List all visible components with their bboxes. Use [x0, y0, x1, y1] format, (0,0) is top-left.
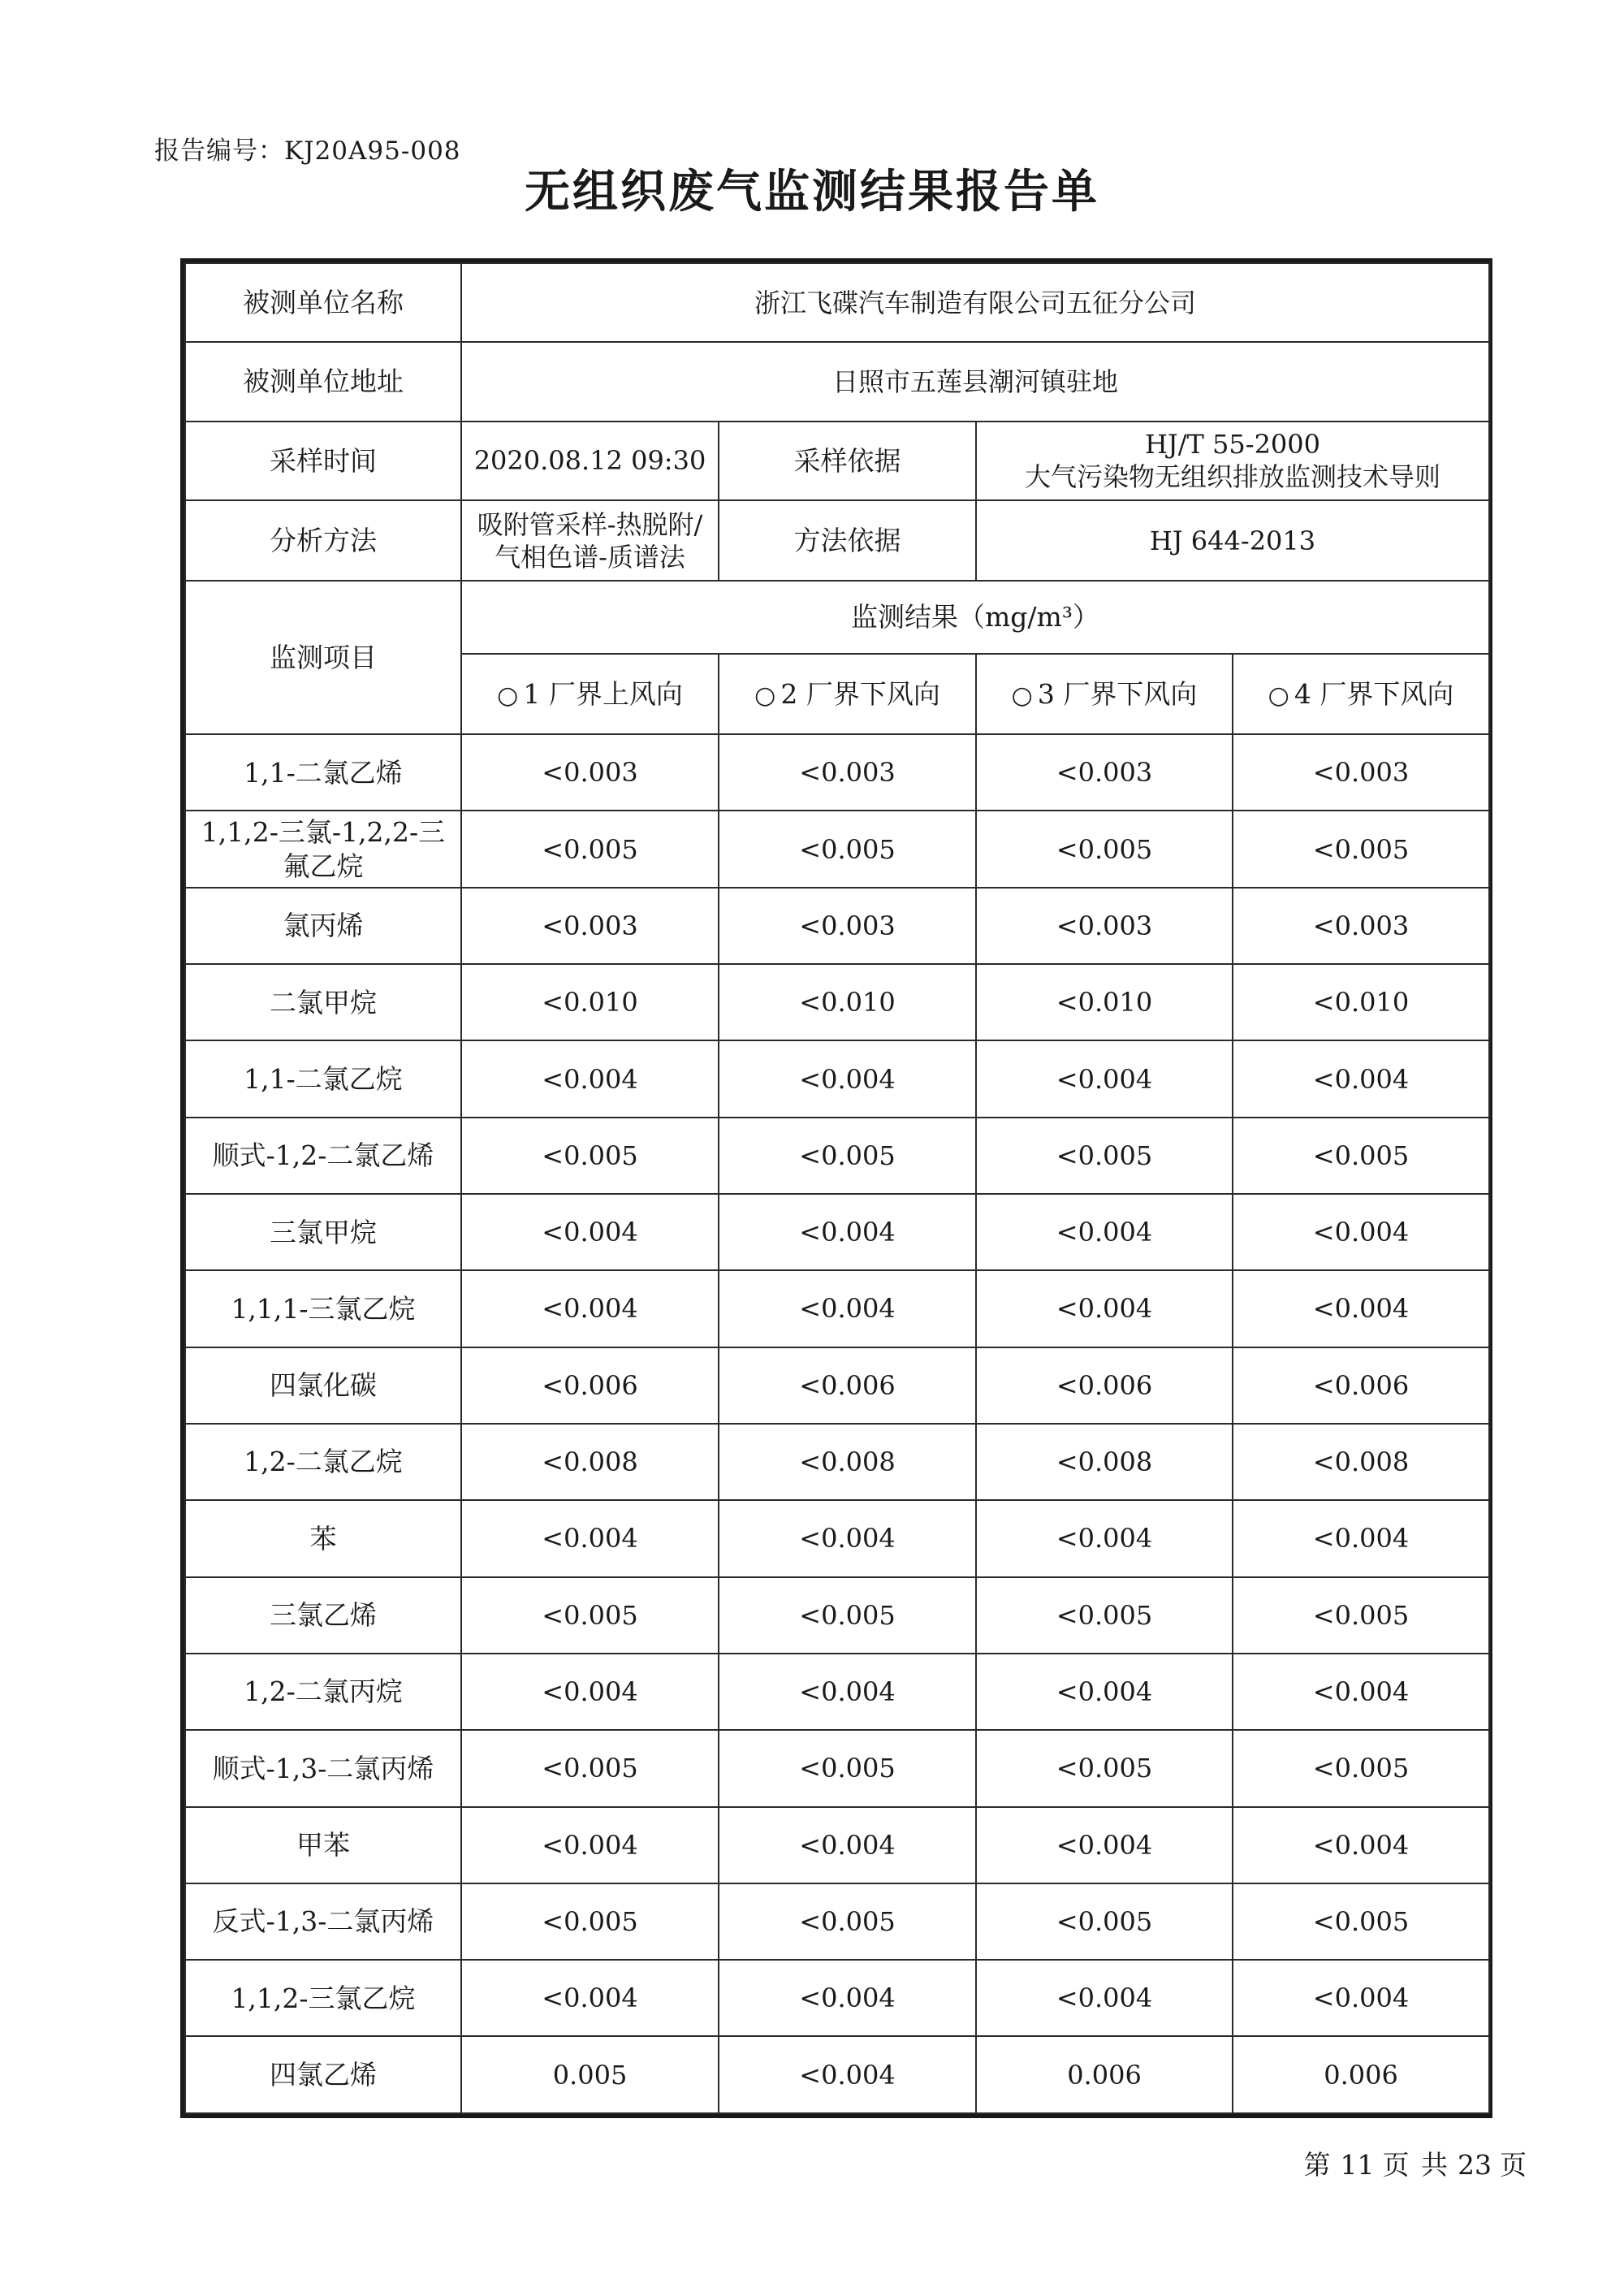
result-value: <0.005: [719, 1118, 976, 1194]
result-value: <0.004: [461, 1807, 719, 1883]
result-value: <0.004: [1233, 1500, 1489, 1576]
item-name: 三氯甲烷: [185, 1194, 461, 1270]
result-value: <0.005: [1233, 1577, 1489, 1654]
table-row: [185, 1577, 1489, 1654]
table-row: [185, 1654, 1489, 1730]
item-name: 三氯乙烯: [185, 1577, 461, 1654]
footer-prefix: 第: [1303, 2149, 1332, 2181]
result-value: <0.003: [976, 888, 1233, 964]
table-row: [185, 964, 1489, 1040]
footer-suffix: 页: [1500, 2149, 1528, 2181]
result-value: <0.004: [976, 1654, 1233, 1730]
result-value: <0.010: [976, 964, 1233, 1040]
result-value: <0.005: [461, 1883, 719, 1960]
point-label: 2 厂界下风向: [780, 677, 940, 710]
item-name: 1,2-二氯丙烷: [185, 1654, 461, 1730]
result-value: <0.004: [1233, 1960, 1489, 2036]
item-name: 顺式-1,3-二氯丙烯: [185, 1730, 461, 1806]
result-value: <0.005: [1233, 1118, 1489, 1194]
result-value: <0.005: [976, 1577, 1233, 1654]
item-name: 四氯乙烯: [185, 2036, 461, 2113]
result-value: <0.004: [719, 1654, 976, 1730]
item-name: 苯: [185, 1500, 461, 1576]
sampling-basis-line2: 大气污染物无组织排放监测技术导则: [1025, 461, 1441, 493]
result-value: 0.005: [461, 2036, 719, 2113]
result-value: <0.003: [719, 734, 976, 811]
result-value: <0.004: [461, 1040, 719, 1117]
result-value: 0.006: [976, 2036, 1233, 2113]
point-header-4: [1233, 654, 1489, 734]
unit-name-value: 浙江飞碟汽车制造有限公司五征分公司: [461, 263, 1489, 342]
result-value: <0.004: [976, 1270, 1233, 1347]
results-table: [184, 262, 1490, 2114]
result-value: <0.003: [976, 734, 1233, 811]
circle-icon: ○: [754, 681, 776, 710]
report-number-label: 报告编号：: [154, 136, 284, 166]
result-value: <0.005: [719, 811, 976, 887]
item-name: 反式-1,3-二氯丙烯: [185, 1883, 461, 1960]
result-value: <0.010: [719, 964, 976, 1040]
result-value: <0.004: [1233, 1654, 1489, 1730]
item-name: 1,1,2-三氯乙烷: [185, 1960, 461, 2036]
result-value: <0.005: [461, 1118, 719, 1194]
result-value: <0.004: [461, 1194, 719, 1270]
result-value: <0.004: [976, 1807, 1233, 1883]
unit-address-value: 日照市五莲县潮河镇驻地: [461, 342, 1489, 421]
result-value: <0.005: [719, 1883, 976, 1960]
info-row-unit-name: [185, 263, 1489, 342]
sampling-basis-label: 采样依据: [719, 422, 976, 500]
result-value: <0.008: [719, 1424, 976, 1500]
page-title: 无组织废气监测结果报告单: [525, 166, 1099, 218]
table-row: [185, 2036, 1489, 2113]
footer-page: 11: [1340, 2149, 1375, 2181]
method-basis-label: 方法依据: [719, 500, 976, 581]
item-name: 1,1,2-三氯-1,2,2-三氟乙烷: [185, 811, 461, 887]
results-header-row: [185, 581, 1489, 653]
table-row: [185, 1883, 1489, 1960]
result-value: <0.006: [976, 1347, 1233, 1424]
analysis-method-value: 吸附管采样-热脱附/气相色谱-质谱法: [461, 500, 719, 581]
unit-address-label: 被测单位地址: [185, 342, 461, 421]
circle-icon: ○: [1268, 681, 1289, 710]
result-value: <0.004: [719, 2036, 976, 2113]
result-value: <0.005: [719, 1730, 976, 1806]
result-value: <0.008: [976, 1424, 1233, 1500]
result-value: <0.010: [461, 964, 719, 1040]
result-value: <0.005: [461, 811, 719, 887]
result-value: <0.004: [976, 1040, 1233, 1117]
item-name: 1,1-二氯乙烯: [185, 734, 461, 811]
table-row: [185, 811, 1489, 887]
unit-name-label: 被测单位名称: [185, 263, 461, 342]
item-header: 监测项目: [185, 581, 461, 734]
result-value: <0.004: [976, 1500, 1233, 1576]
result-value: <0.003: [1233, 888, 1489, 964]
report-number-value: KJ20A95-008: [284, 136, 461, 166]
result-value: <0.005: [976, 1118, 1233, 1194]
result-value: <0.004: [461, 1654, 719, 1730]
result-value: <0.005: [1233, 1883, 1489, 1960]
circle-icon: ○: [1011, 681, 1033, 710]
item-name: 1,2-二氯乙烷: [185, 1424, 461, 1500]
table-row: [185, 1347, 1489, 1424]
table-row: [185, 888, 1489, 964]
result-value: <0.004: [719, 1040, 976, 1117]
result-rows: [185, 734, 1489, 2113]
result-value: 0.006: [1233, 2036, 1489, 2113]
result-header: 监测结果（mg/m³）: [461, 581, 1489, 653]
info-row-sampling: [185, 422, 1489, 500]
item-name: 四氯化碳: [185, 1347, 461, 1424]
table-row: [185, 1960, 1489, 2036]
point-header-1: [461, 654, 719, 734]
result-value: <0.004: [1233, 1807, 1489, 1883]
info-row-unit-address: [185, 342, 1489, 421]
table-row: [185, 1730, 1489, 1806]
result-value: <0.004: [976, 1194, 1233, 1270]
table-row: [185, 1040, 1489, 1117]
table-row: [185, 1194, 1489, 1270]
result-value: <0.005: [976, 1883, 1233, 1960]
circle-icon: ○: [497, 681, 519, 710]
table-row: [185, 1270, 1489, 1347]
result-value: <0.006: [719, 1347, 976, 1424]
result-value: <0.006: [1233, 1347, 1489, 1424]
result-value: <0.004: [719, 1807, 976, 1883]
result-value: <0.005: [976, 1730, 1233, 1806]
result-value: <0.004: [1233, 1040, 1489, 1117]
sampling-basis-line1: HJ/T 55-2000: [1145, 429, 1320, 460]
table-row: [185, 734, 1489, 811]
page-footer: [1304, 2144, 1529, 2182]
result-value: <0.010: [1233, 964, 1489, 1040]
result-value: <0.004: [719, 1270, 976, 1347]
result-value: <0.004: [461, 1960, 719, 2036]
info-row-analysis: [185, 500, 1489, 581]
item-name: 氯丙烯: [185, 888, 461, 964]
result-value: <0.004: [719, 1960, 976, 2036]
table-row: [185, 1118, 1489, 1194]
result-value: <0.005: [976, 811, 1233, 887]
item-name: 甲苯: [185, 1807, 461, 1883]
analysis-method-label: 分析方法: [185, 500, 461, 581]
item-name: 1,1-二氯乙烷: [185, 1040, 461, 1117]
result-value: <0.004: [976, 1960, 1233, 2036]
result-value: <0.005: [1233, 811, 1489, 887]
footer-middle: 页 共: [1382, 2149, 1449, 2181]
table-row: [185, 1807, 1489, 1883]
point-label: 3 厂界下风向: [1037, 677, 1198, 710]
result-value: <0.008: [461, 1424, 719, 1500]
result-value: <0.004: [461, 1500, 719, 1576]
item-name: 顺式-1,2-二氯乙烯: [185, 1118, 461, 1194]
result-value: <0.003: [1233, 734, 1489, 811]
result-value: <0.005: [1233, 1730, 1489, 1806]
table-row: [185, 1500, 1489, 1576]
method-basis-value: HJ 644-2013: [976, 500, 1489, 581]
result-value: <0.004: [719, 1194, 976, 1270]
result-value: <0.006: [461, 1347, 719, 1424]
result-value: <0.003: [461, 888, 719, 964]
result-value: <0.004: [461, 1270, 719, 1347]
result-value: <0.003: [461, 734, 719, 811]
table-row: [185, 1424, 1489, 1500]
sampling-time-value: 2020.08.12 09:30: [461, 422, 719, 500]
result-value: <0.003: [719, 888, 976, 964]
point-label: 4 厂界下风向: [1294, 677, 1454, 710]
result-value: <0.004: [719, 1500, 976, 1576]
point-label: 1 厂界上风向: [523, 677, 683, 710]
result-value: <0.004: [1233, 1194, 1489, 1270]
sampling-time-label: 采样时间: [185, 422, 461, 500]
result-value: <0.008: [1233, 1424, 1489, 1500]
result-value: <0.004: [1233, 1270, 1489, 1347]
point-header-2: [719, 654, 976, 734]
sampling-basis-value: [976, 422, 1489, 500]
result-value: <0.005: [461, 1577, 719, 1654]
point-header-3: [976, 654, 1233, 734]
item-name: 1,1,1-三氯乙烷: [185, 1270, 461, 1347]
result-value: <0.005: [719, 1577, 976, 1654]
result-value: <0.005: [461, 1730, 719, 1806]
footer-total: 23: [1458, 2149, 1492, 2181]
item-name: 二氯甲烷: [185, 964, 461, 1040]
